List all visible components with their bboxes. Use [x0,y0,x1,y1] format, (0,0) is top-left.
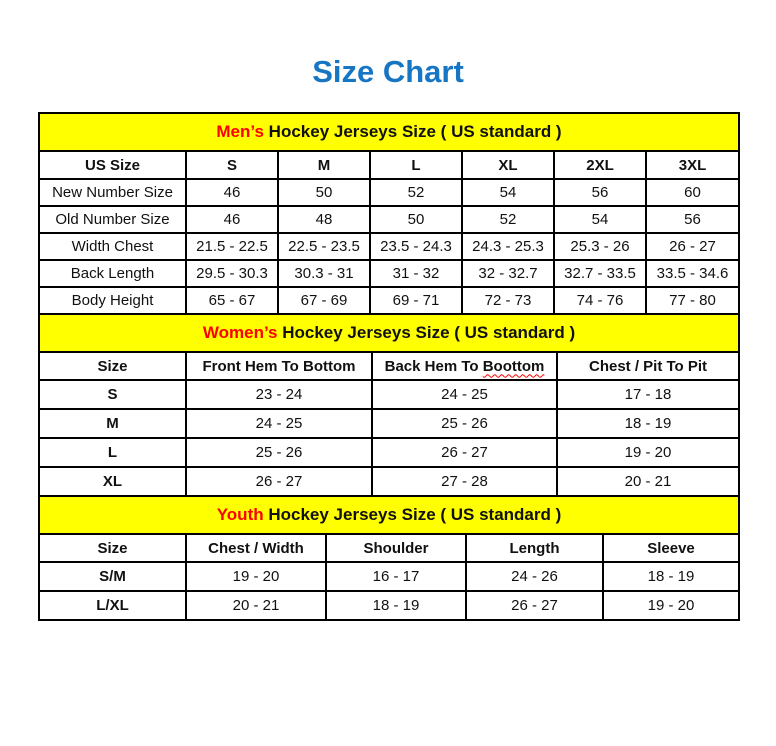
row-label: Old Number Size [39,206,186,233]
table-row [39,438,739,467]
size-value-cell: 77 - 80 [646,287,739,314]
column-header: Shoulder [326,534,466,562]
table-row [39,467,739,496]
row-label: S [39,380,186,409]
size-value-cell: 26 - 27 [466,591,603,620]
page-title: Size Chart [312,54,464,89]
table-row [39,409,739,438]
size-value-cell: 26 - 27 [646,233,739,260]
youth-section-band [39,496,739,534]
size-value-cell: 33.5 - 34.6 [646,260,739,287]
column-header: L [370,151,462,179]
size-value-cell: 46 [186,179,278,206]
size-value-cell: 22.5 - 23.5 [278,233,370,260]
column-header: Size [39,352,186,380]
womens-heading-highlight: Women’s [202,323,278,342]
size-value-cell: 30.3 - 31 [278,260,370,287]
table-row [39,287,739,314]
size-value-cell: 25.3 - 26 [554,233,646,260]
mens-section-band [39,113,739,151]
size-value-cell: 74 - 76 [554,287,646,314]
row-label: Body Height [39,287,186,314]
column-header: M [278,151,370,179]
size-value-cell: 29.5 - 30.3 [186,260,278,287]
mens-section-heading [39,113,739,151]
size-value-cell: 21.5 - 22.5 [186,233,278,260]
size-value-cell: 52 [370,179,462,206]
youth-size-table [38,495,740,621]
size-value-cell: 18 - 19 [557,409,739,438]
size-value-cell: 19 - 20 [603,591,739,620]
column-header: Sleeve [603,534,739,562]
size-value-cell: 23 - 24 [186,380,372,409]
size-value-cell: 23.5 - 24.3 [370,233,462,260]
row-label: Back Length [39,260,186,287]
size-tables-container [38,112,738,621]
size-value-cell: 56 [554,179,646,206]
size-value-cell: 25 - 26 [186,438,372,467]
table-row [39,562,739,591]
size-value-cell: 24 - 25 [372,380,557,409]
youth-header-row [39,534,739,562]
size-value-cell: 18 - 19 [603,562,739,591]
size-value-cell: 50 [278,179,370,206]
column-header: XL [462,151,554,179]
row-label: L/XL [39,591,186,620]
mens-header-row [39,151,739,179]
size-value-cell: 65 - 67 [186,287,278,314]
size-value-cell: 24 - 26 [466,562,603,591]
column-header: Front Hem To Bottom [186,352,372,380]
womens-section-band [39,314,739,352]
row-label: New Number Size [39,179,186,206]
youth-heading-rest: Hockey Jerseys Size ( US standard ) [268,505,562,524]
size-value-cell: 20 - 21 [186,591,326,620]
size-value-cell: 18 - 19 [326,591,466,620]
size-value-cell: 69 - 71 [370,287,462,314]
size-value-cell: 16 - 17 [326,562,466,591]
size-value-cell: 25 - 26 [372,409,557,438]
column-header: 3XL [646,151,739,179]
table-row [39,233,739,260]
column-header-misspelled [372,352,557,380]
size-value-cell: 48 [278,206,370,233]
size-value-cell: 17 - 18 [557,380,739,409]
table-row [39,380,739,409]
womens-size-table [38,313,740,497]
size-value-cell: 67 - 69 [278,287,370,314]
row-label: XL [39,467,186,496]
womens-section-heading [39,314,739,352]
size-value-cell: 50 [370,206,462,233]
table-row [39,179,739,206]
column-header: US Size [39,151,186,179]
size-value-cell: 52 [462,206,554,233]
size-value-cell: 32.7 - 33.5 [554,260,646,287]
size-value-cell: 54 [462,179,554,206]
size-value-cell: 72 - 73 [462,287,554,314]
youth-section-heading [39,496,739,534]
misspelled-word: Boottom [482,357,545,375]
row-label: Width Chest [39,233,186,260]
column-header: Chest / Width [186,534,326,562]
mens-heading-rest: Hockey Jerseys Size ( US standard ) [268,122,562,141]
size-value-cell: 56 [646,206,739,233]
row-label: M [39,409,186,438]
table-row [39,206,739,233]
size-value-cell: 31 - 32 [370,260,462,287]
size-value-cell: 19 - 20 [186,562,326,591]
womens-header-row [39,352,739,380]
size-value-cell: 24.3 - 25.3 [462,233,554,260]
table-row [39,591,739,620]
table-row [39,260,739,287]
size-value-cell: 26 - 27 [372,438,557,467]
column-header: S [186,151,278,179]
size-value-cell: 20 - 21 [557,467,739,496]
size-value-cell: 27 - 28 [372,467,557,496]
youth-heading-highlight: Youth [216,505,264,524]
misspelled-header-prefix: Back Hem To [384,357,479,375]
mens-heading-highlight: Men’s [216,122,264,141]
size-value-cell: 19 - 20 [557,438,739,467]
column-header: Chest / Pit To Pit [557,352,739,380]
size-value-cell: 24 - 25 [186,409,372,438]
column-header: 2XL [554,151,646,179]
row-label: S/M [39,562,186,591]
column-header: Length [466,534,603,562]
size-value-cell: 32 - 32.7 [462,260,554,287]
mens-size-table [38,112,740,315]
size-value-cell: 46 [186,206,278,233]
size-value-cell: 26 - 27 [186,467,372,496]
womens-heading-rest: Hockey Jerseys Size ( US standard ) [282,323,576,342]
size-value-cell: 60 [646,179,739,206]
row-label: L [39,438,186,467]
size-value-cell: 54 [554,206,646,233]
column-header: Size [39,534,186,562]
